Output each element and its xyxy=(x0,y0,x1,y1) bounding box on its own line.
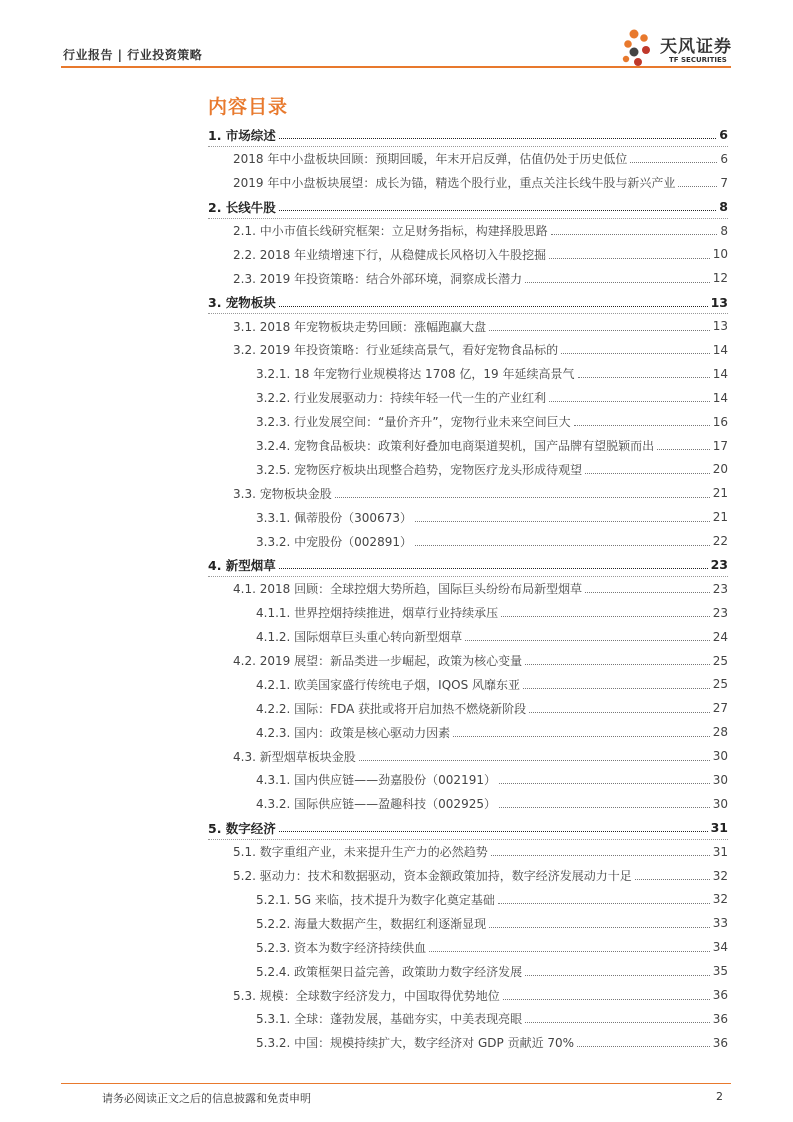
toc-entry-page: 8 xyxy=(720,223,728,238)
toc-entry-title: 3.2.1. 18 年宠物行业规模将达 1708 亿，19 年延续高景气 xyxy=(256,367,575,382)
toc-entry[interactable] xyxy=(208,195,728,219)
toc-leader-dots xyxy=(465,640,710,641)
toc-entry[interactable] xyxy=(208,744,728,768)
logo-chinese-name: 天风证券 xyxy=(660,37,732,57)
toc-entry[interactable] xyxy=(208,840,728,864)
toc-leader-dots xyxy=(498,903,710,904)
toc-entry[interactable] xyxy=(208,935,728,959)
toc-entry[interactable] xyxy=(208,577,728,601)
toc-entry[interactable] xyxy=(208,1007,728,1031)
toc-entry-title: 5. 数字经济 xyxy=(208,820,276,836)
toc-entry-title: 4.2.1. 欧美国家盛行传统电子烟，IQOS 风靡东亚 xyxy=(256,677,521,692)
toc-entry-title: 4.2. 2019 展望：新品类进一步崛起，政策为核心变量 xyxy=(233,654,523,669)
toc-entry-page: 6 xyxy=(720,151,728,166)
toc-entry[interactable] xyxy=(208,625,728,649)
toc-entry[interactable] xyxy=(208,959,728,983)
toc-entry-page: 32 xyxy=(712,892,728,907)
toc-entry[interactable] xyxy=(208,219,728,243)
toc-entry-page: 30 xyxy=(712,772,728,787)
toc-entry[interactable] xyxy=(208,792,728,816)
toc-entry-page: 28 xyxy=(712,725,728,740)
toc-entry-page: 20 xyxy=(712,462,728,477)
table-of-contents xyxy=(208,123,728,1055)
toc-entry-title: 3.3.2. 中宠股份（002891） xyxy=(256,534,412,549)
toc-entry-title: 4.1.1. 世界控烟持续推进，烟草行业持续承压 xyxy=(256,606,499,621)
toc-entry-page: 24 xyxy=(712,629,728,644)
toc-leader-dots xyxy=(359,760,710,761)
toc-entry-page: 25 xyxy=(712,653,728,668)
toc-entry[interactable] xyxy=(208,816,728,840)
company-logo xyxy=(620,26,735,70)
toc-leader-dots xyxy=(525,975,710,976)
toc-entry-title: 3.3. 宠物板块金股 xyxy=(233,486,332,501)
toc-entry-page: 14 xyxy=(712,366,728,381)
toc-entry-page: 13 xyxy=(710,294,728,310)
toc-entry-title: 2. 长线牛股 xyxy=(208,199,276,215)
toc-entry-page: 21 xyxy=(712,486,728,501)
toc-entry[interactable] xyxy=(208,386,728,410)
toc-leader-dots xyxy=(279,210,716,211)
toc-leader-dots xyxy=(578,377,710,378)
toc-entry[interactable] xyxy=(208,696,728,720)
toc-leader-dots xyxy=(279,306,708,307)
toc-entry-title: 5.2. 驱动力：技术和数据驱动，资本金额政策加持，数字经济发展动力十足 xyxy=(233,869,632,884)
toc-entry-page: 36 xyxy=(712,1035,728,1050)
toc-entry-title: 3. 宠物板块 xyxy=(208,295,276,311)
toc-entry-title: 5.1. 数字重组产业，未来提升生产力的必然趋势 xyxy=(233,845,488,860)
toc-entry-title: 5.3. 规模：全球数字经济发力，中国取得优势地位 xyxy=(233,988,500,1003)
toc-leader-dots xyxy=(429,951,710,952)
toc-entry-page: 8 xyxy=(719,199,728,215)
toc-entry-title: 2.3. 2019 年投资策略：结合外部环境，洞察成长潜力 xyxy=(233,271,523,286)
toc-entry-page: 33 xyxy=(712,916,728,931)
toc-leader-dots xyxy=(529,712,710,713)
toc-entry-title: 4.2.2. 国际：FDA 获批或将开启加热不燃烧新阶段 xyxy=(256,701,527,716)
toc-entry-page: 17 xyxy=(712,438,728,453)
toc-leader-dots xyxy=(523,688,710,689)
toc-entry-title: 5.2.4. 政策框架日益完善，政策助力数字经济发展 xyxy=(256,964,523,979)
toc-leader-dots xyxy=(415,545,710,546)
toc-entry-page: 36 xyxy=(712,988,728,1002)
toc-leader-dots xyxy=(453,736,710,737)
toc-entry-title: 3.2.2. 行业发展驱动力：持续年轻一代一生的产业红利 xyxy=(256,391,547,406)
toc-leader-dots xyxy=(489,927,710,928)
toc-leader-dots xyxy=(585,473,710,474)
toc-entry-title: 4.3.2. 国际供应链——盈趣科技（002925） xyxy=(256,797,496,812)
toc-entry-title: 5.3.2. 中国：规模持续扩大，数字经济对 GDP 贡献近 70% xyxy=(256,1036,575,1051)
toc-leader-dots xyxy=(678,186,717,187)
toc-entry-title: 3.3.1. 佩蒂股份（300673） xyxy=(256,510,412,525)
toc-entry-title: 3.2.5. 宠物医疗板块出现整合趋势，宠物医疗龙头形成待观望 xyxy=(256,462,583,477)
page-number: 2 xyxy=(716,1090,723,1103)
toc-entry-page: 14 xyxy=(712,390,728,405)
toc-entry[interactable] xyxy=(208,911,728,935)
toc-entry-title: 4.2.3. 国内：政策是核心驱动力因素 xyxy=(256,725,451,740)
toc-entry-page: 23 xyxy=(710,557,728,573)
toc-entry-title: 1. 市场综述 xyxy=(208,127,276,143)
toc-entry-title: 3.2. 2019 年投资策略：行业延续高景气，看好宠物食品标的 xyxy=(233,343,559,358)
toc-leader-dots xyxy=(279,138,716,139)
toc-leader-dots xyxy=(279,568,708,569)
toc-entry-page: 12 xyxy=(712,271,728,286)
toc-entry-page: 30 xyxy=(712,796,728,811)
toc-entry[interactable] xyxy=(208,672,728,696)
footer-disclaimer: 请务必阅读正文之后的信息披露和免责申明 xyxy=(102,1092,311,1105)
toc-entry[interactable] xyxy=(208,864,728,888)
toc-entry-title: 4.1.2. 国际烟草巨头重心转向新型烟草 xyxy=(256,630,463,645)
toc-entry-title: 5.2.2. 海量大数据产生，数据红利逐渐显现 xyxy=(256,916,487,931)
toc-entry-page: 10 xyxy=(712,247,728,262)
toc-entry[interactable] xyxy=(208,553,728,577)
toc-entry-title: 4. 新型烟草 xyxy=(208,557,276,573)
toc-entry-page: 31 xyxy=(710,820,728,836)
toc-entry-page: 35 xyxy=(712,964,728,979)
footer-divider xyxy=(61,1083,731,1084)
toc-entry[interactable] xyxy=(208,481,728,505)
toc-leader-dots xyxy=(657,449,710,450)
toc-entry[interactable] xyxy=(208,290,728,314)
toc-leader-dots xyxy=(630,162,717,163)
toc-leader-dots xyxy=(525,664,710,665)
toc-leader-dots xyxy=(499,807,710,808)
toc-entry[interactable] xyxy=(208,171,728,195)
toc-leader-dots xyxy=(549,401,710,402)
toc-leader-dots xyxy=(549,258,710,259)
toc-leader-dots xyxy=(279,831,708,832)
toc-entry[interactable] xyxy=(208,123,728,147)
logo-english-name: TF SECURITIES xyxy=(669,56,727,64)
toc-entry[interactable] xyxy=(208,649,728,673)
toc-entry-page: 22 xyxy=(712,534,728,549)
toc-entry[interactable] xyxy=(208,338,728,362)
toc-entry-page: 32 xyxy=(712,868,728,883)
toc-entry-title: 4.3. 新型烟草板块金股 xyxy=(233,749,356,764)
toc-leader-dots xyxy=(561,353,710,354)
toc-entry-title: 2019 年中小盘板块展望：成长为锚，精选个股行业，重点关注长线牛股与新兴产业 xyxy=(233,176,676,191)
toc-leader-dots xyxy=(499,783,710,784)
toc-entry-title: 5.3.1. 全球：蓬勃发展，基础夯实，中美表现亮眼 xyxy=(256,1012,523,1027)
toc-leader-dots xyxy=(577,1046,710,1047)
toc-leader-dots xyxy=(503,999,710,1000)
toc-entry[interactable] xyxy=(208,888,728,912)
toc-leader-dots xyxy=(635,879,710,880)
toc-entry-page: 36 xyxy=(712,1011,728,1026)
toc-entry[interactable] xyxy=(208,1031,728,1055)
toc-entry-page: 30 xyxy=(712,749,728,764)
toc-entry-page: 25 xyxy=(712,677,728,692)
toc-entry[interactable] xyxy=(208,529,728,553)
logo-flower-icon xyxy=(620,26,660,70)
toc-entry[interactable] xyxy=(208,720,728,744)
toc-entry-page: 31 xyxy=(712,844,728,859)
toc-title: 内容目录 xyxy=(208,96,289,118)
toc-leader-dots xyxy=(415,521,710,522)
toc-entry[interactable] xyxy=(208,768,728,792)
toc-entry[interactable] xyxy=(208,147,728,171)
toc-leader-dots xyxy=(501,616,710,617)
toc-entry[interactable] xyxy=(208,314,728,338)
toc-entry-page: 23 xyxy=(712,605,728,620)
toc-entry-title: 3.2.3. 行业发展空间：“量价齐升”，宠物行业未来空间巨大 xyxy=(256,415,571,430)
toc-entry-page: 21 xyxy=(712,510,728,525)
toc-entry-title: 2018 年中小盘板块回顾：预期回暖，年末开启反弹，估值仍处于历史低位 xyxy=(233,152,628,167)
toc-entry-page: 16 xyxy=(712,414,728,429)
toc-entry[interactable] xyxy=(208,434,728,458)
toc-leader-dots xyxy=(525,282,710,283)
toc-entry[interactable] xyxy=(208,242,728,266)
toc-entry-page: 23 xyxy=(712,581,728,596)
toc-entry[interactable] xyxy=(208,601,728,625)
toc-entry-title: 3.1. 2018 年宠物板块走势回顾：涨幅跑赢大盘 xyxy=(233,319,487,334)
toc-entry-title: 4.1. 2018 回顾：全球控烟大势所趋，国际巨头纷纷布局新型烟草 xyxy=(233,582,583,597)
toc-entry[interactable] xyxy=(208,266,728,290)
toc-entry-page: 13 xyxy=(712,319,728,334)
toc-entry-title: 2.1. 中小市值长线研究框架：立足财务指标，构建择股思路 xyxy=(233,224,548,238)
report-category: 行业报告 | 行业投资策略 xyxy=(63,48,203,62)
toc-leader-dots xyxy=(491,855,710,856)
toc-entry-title: 5.2.1. 5G 来临，技术提升为数字化奠定基础 xyxy=(256,892,495,907)
header-divider xyxy=(61,66,731,68)
toc-entry-page: 14 xyxy=(712,342,728,357)
toc-entry-title: 5.2.3. 资本为数字经济持续供血 xyxy=(256,940,427,955)
toc-entry[interactable] xyxy=(208,457,728,481)
toc-leader-dots xyxy=(489,330,710,331)
toc-entry-page: 27 xyxy=(712,701,728,716)
toc-leader-dots xyxy=(585,592,710,593)
toc-entry-title: 4.3.1. 国内供应链——劲嘉股份（002191） xyxy=(256,773,496,788)
toc-entry-title: 3.2.4. 宠物食品板块：政策利好叠加电商渠道契机，国产品牌有望脱颖而出 xyxy=(256,439,655,454)
toc-entry-page: 6 xyxy=(719,127,728,143)
toc-leader-dots xyxy=(525,1022,710,1023)
toc-entry[interactable] xyxy=(208,983,728,1007)
toc-entry[interactable] xyxy=(208,505,728,529)
toc-leader-dots xyxy=(574,425,710,426)
toc-leader-dots xyxy=(335,497,710,498)
toc-entry[interactable] xyxy=(208,410,728,434)
toc-entry-page: 34 xyxy=(712,940,728,955)
toc-entry-title: 2.2. 2018 年业绩增速下行，从稳健成长风格切入牛股挖掘 xyxy=(233,247,547,262)
toc-entry[interactable] xyxy=(208,362,728,386)
toc-leader-dots xyxy=(551,234,718,235)
toc-entry-page: 7 xyxy=(720,175,728,190)
